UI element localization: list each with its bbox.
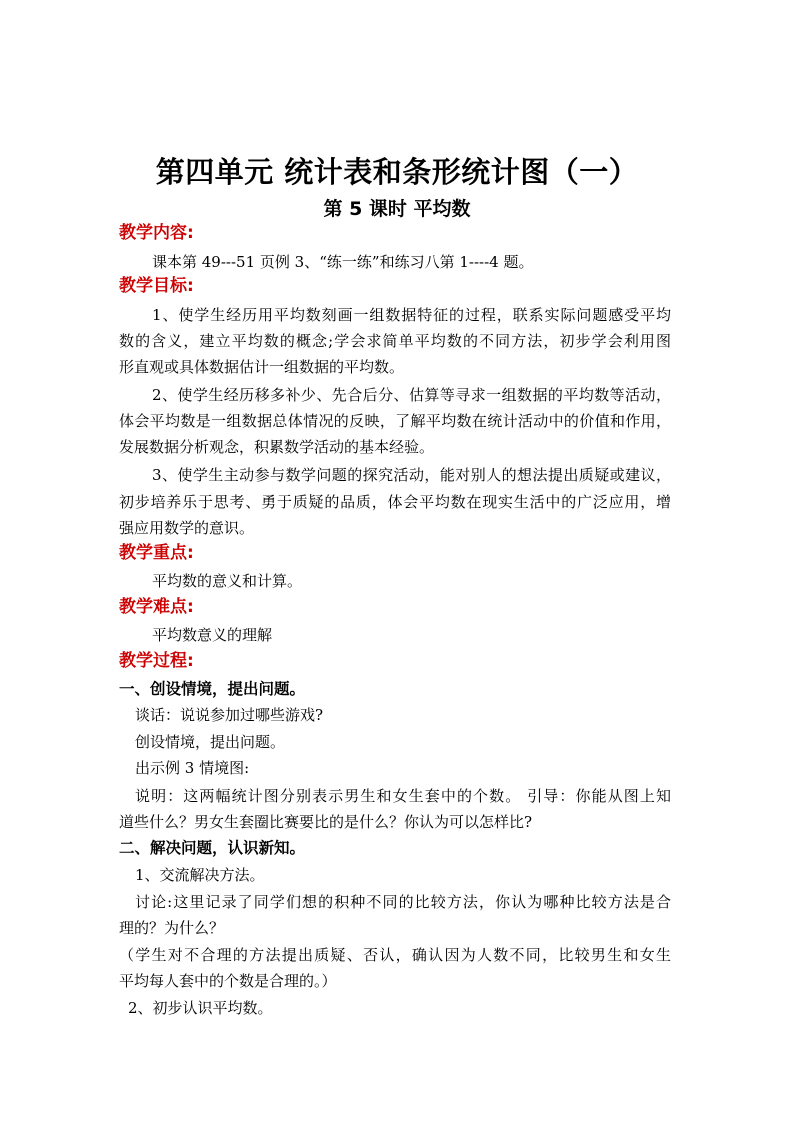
goal-line: 强应用数学的意识。 [119,519,255,537]
lesson-subtitle: 第 5 课时 平均数 [323,198,471,220]
section1-line: 道些什么？男女生套圈比赛要比的是什么？你认为可以怎样比? [119,813,533,831]
document-title: 第四单元 统计表和条形统计图（一） [155,155,639,189]
section1-title: 一、创设情境，提出问题。 [119,680,306,698]
content-text: 课本第 49---51 页例 3、“练一练”和练习八第 1----4 题。 [152,253,534,271]
section2-title: 二、解决问题，认识新知。 [119,839,306,857]
section1-line: 说明：这两幅统计图分别表示男生和女生套中的个数。 引导：你能从图上知 [135,787,671,805]
goal-line: 初步培养乐于思考、勇于质疑的品质，体会平均数在现实生活中的广泛应用，增 [119,493,671,511]
key-heading: 教学重点: [119,543,194,563]
section1-line: 谈话：说说参加过哪些游戏? [135,706,324,724]
difficulty-text: 平均数意义的理解 [152,626,273,644]
section2-line: 平均每人套中的个数是合理的。） [119,972,337,990]
goal-line: 数的含义，建立平均数的概念;学会求简单平均数的不同方法，初步学会利用图 [119,332,671,350]
section2-line: 2、初步认识平均数。 [128,999,273,1017]
goal-line: 形直观或具体数据估计一组数据的平均数。 [119,358,405,376]
goal-line: 发展数据分析观念，积累数学活动的基本经验。 [119,438,435,456]
goals-heading: 教学目标: [119,276,194,296]
content-heading: 教学内容: [119,223,194,243]
key-text: 平均数的意义和计算。 [152,572,303,590]
section2-line: 理的？为什么？ [119,919,225,937]
section2-line: 讨论:这里记录了同学们想的积种不同的比较方法，你认为哪种比较方法是合 [135,893,671,911]
goal-line: 体会平均数是一组数据总体情况的反映，了解平均数在统计活动中的价值和作用， [119,412,671,430]
section2-line: 1、交流解决方法。 [135,866,265,884]
difficulty-heading: 教学难点: [119,597,194,617]
goal-line: 1、使学生经历用平均数刻画一组数据特征的过程，联系实际问题感受平均 [152,306,671,324]
goal-line: 2、使学生经历移多补少、先合后分、估算等寻求一组数据的平均数等活动， [152,386,671,404]
section2-line: （学生对不合理的方法提出质疑、否认，确认因为人数不同，比较男生和女生 [119,946,671,964]
process-heading: 教学过程: [119,651,194,671]
section1-line: 出示例 3 情境图: [135,759,250,777]
goal-line: 3、使学生主动参与数学问题的探究活动，能对别人的想法提出质疑或建议， [152,466,671,484]
section1-line: 创设情境，提出问题。 [135,733,286,751]
